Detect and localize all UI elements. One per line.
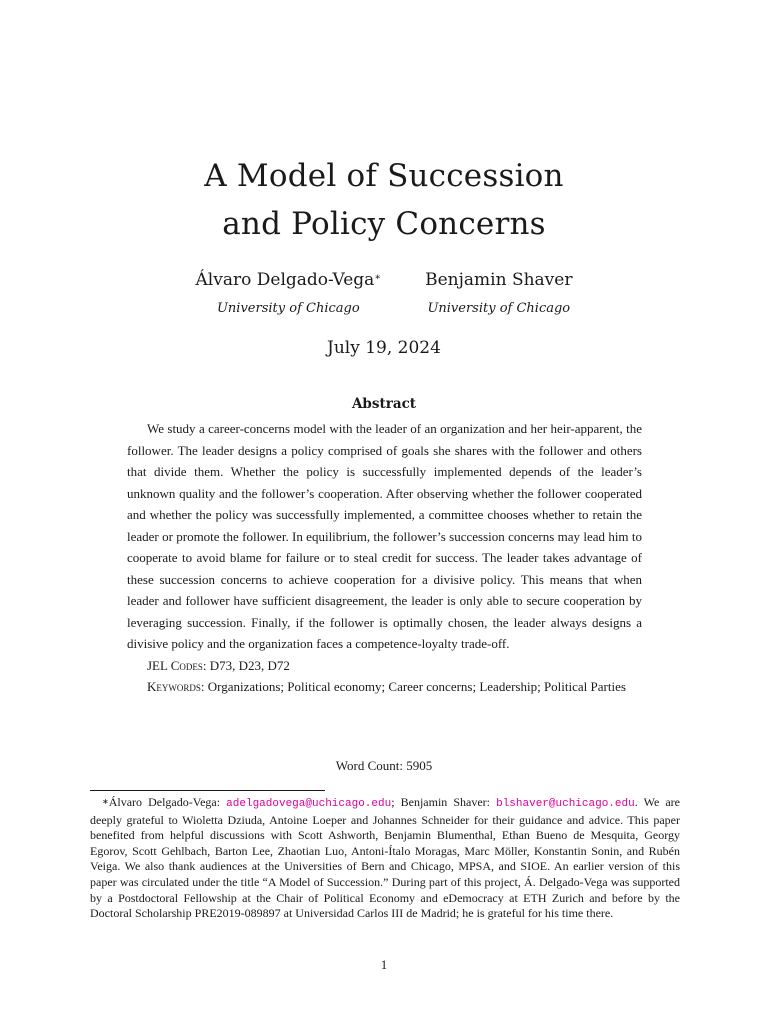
abstract-body bbox=[127, 418, 642, 698]
email-link-delgado-vega[interactable]: adelgadovega@uchicago.edu bbox=[226, 798, 392, 810]
footnote-rule bbox=[90, 790, 325, 791]
author-block bbox=[196, 268, 382, 320]
abstract-heading: Abstract bbox=[351, 396, 417, 412]
keywords bbox=[127, 676, 642, 698]
author-name bbox=[425, 268, 572, 292]
author-affiliation: University of Chicago bbox=[427, 301, 571, 316]
keywords-label: Keywords: bbox=[147, 679, 205, 694]
abstract-text: We study a career-concerns model with the leader of an organization and her heir-apparent, the follower. The leader designs a policy comprised of goals she shares with the follower and others that divide them. Whether the policy is successfully implemented depends of the leader’s unknown quality and the follower’s cooperation. After observing whether the follower cooperated and whether the policy was successfully implemented, a committee chooses whether to retain the leader or promote the follower. In equilibrium, the follower’s succession concerns may lead him to cooperate to avoid blame for failure or to steal credit for success. The leader takes advantage of these succession concerns to achieve cooperation for a divisive policy. This means that when leader and follower have sufficient disagreement, the leader is only able to secure cooperation by leveraging succession. Finally, if the follower is optimally chosen, the leader always designs a divisive policy and the organization faces a competence-loyalty trade-off. bbox=[127, 421, 642, 651]
author-list bbox=[0, 268, 768, 320]
jel-codes-label: JEL Codes: bbox=[147, 657, 207, 673]
footnote-part-1: Álvaro Delgado-Vega: bbox=[108, 795, 227, 809]
paper-title bbox=[0, 152, 768, 248]
jel-codes-value: D73, D23, D72 bbox=[209, 657, 290, 673]
word-count: Word Count: 5905 bbox=[335, 758, 433, 773]
author-block bbox=[425, 268, 572, 320]
title-line-1: A Model of Succession bbox=[204, 158, 564, 194]
keywords-value: Organizations; Political economy; Career concerns; Leadership; Political Parties bbox=[207, 679, 626, 694]
email-link-shaver[interactable]: blshaver@uchicago.edu bbox=[496, 798, 635, 810]
footnote-mark: ∗ bbox=[102, 797, 109, 806]
author-affiliation: University of Chicago bbox=[216, 301, 360, 316]
author-footnote-mark[interactable]: ∗ bbox=[374, 272, 382, 283]
publication-date: July 19, 2024 bbox=[327, 338, 441, 358]
jel-codes bbox=[127, 655, 642, 677]
author-name bbox=[196, 268, 382, 292]
footnote bbox=[90, 795, 680, 922]
footnote-part-3: . We are deeply grateful to Wioletta Dziuda, Antoine Loeper and Johannes Schneider for their guidance and advice. This paper benefited from helpful discussions with Scott Ashworth, Benjamin Blumenthal, Ethan Bueno de Mesquita, Georgy Egorov, Scott Gehlbach, Barton Lee, Zhaotian Luo, Antoni-Ítalo Moragas, Marc Möller, Konstantin Sonin, and Rubén Veiga. We also thank audiences at the Universities of Bern and Chicago, MPSA, and SIOE. An earlier version of this paper was circulated under the title “A Model of Succession.” During part of this project, Á. Delgado-Vega was supported by a Postdoctoral Fellowship at the Chair of Political Economy and eDemocracy at ETH Zurich and before by the Doctoral Scholarship PRE2019-089897 at Universidad Carlos III de Madrid; he is grateful for his time there. bbox=[90, 795, 681, 921]
footnote-part-2: ; Benjamin Shaver: bbox=[391, 795, 497, 809]
title-line-2: and Policy Concerns bbox=[222, 206, 546, 242]
author-name-text: Benjamin Shaver bbox=[425, 270, 573, 290]
page-number: 1 bbox=[380, 957, 388, 972]
author-name-text: Álvaro Delgado-Vega bbox=[195, 270, 375, 290]
